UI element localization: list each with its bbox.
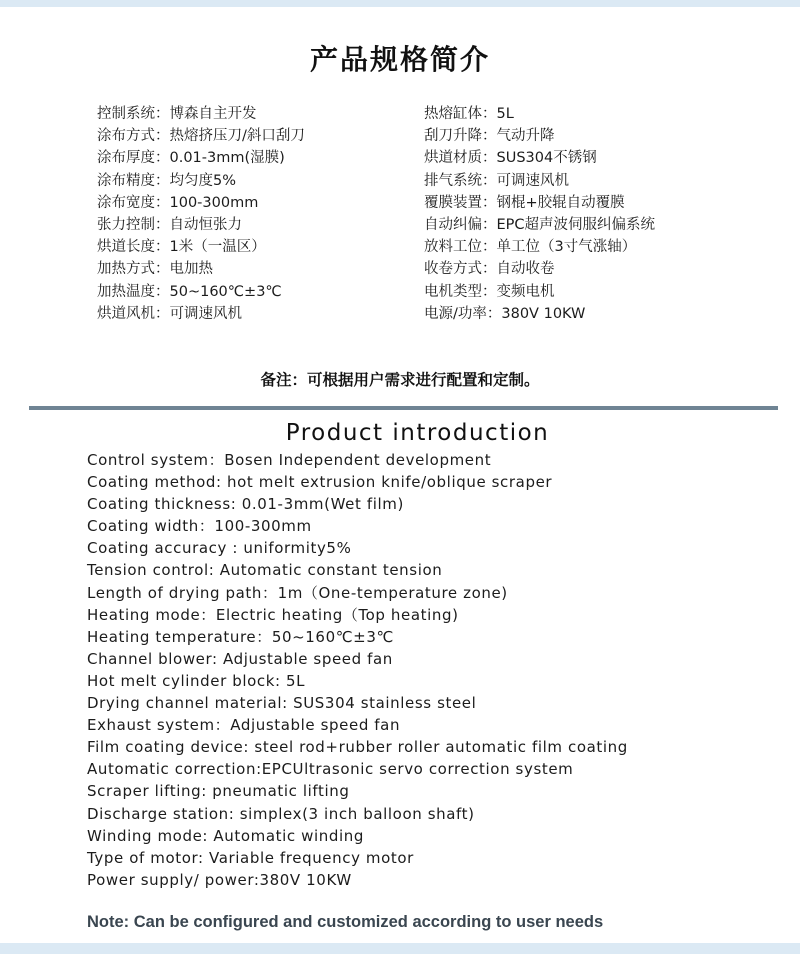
spec-item: Tension control: Automatic constant tension: [87, 561, 443, 580]
spec-item: Power supply/ power:380V 10KW: [87, 870, 352, 889]
chinese-specs-left: [97, 103, 305, 325]
spec-item: Coating method: hot melt extrusion knife/oblique scraper: [87, 473, 553, 492]
spec-item: 加热方式：电加热: [97, 261, 213, 278]
spec-item: Scraper lifting: pneumatic lifting: [87, 782, 350, 801]
spec-item: Automatic correction:EPCUltrasonic servo correction system: [87, 760, 574, 779]
bottom-band: [0, 943, 800, 954]
spec-item: 涂布精度：均匀度5%: [97, 172, 237, 189]
spec-item: 电源/功率：380V 10KW: [424, 305, 586, 322]
spec-item: Coating width：100-300mm: [87, 517, 312, 536]
spec-item: 排气系统：可调速风机: [424, 172, 569, 189]
chinese-specs-right: [424, 103, 655, 325]
spec-item: 放料工位：单工位（3寸气涨轴）: [424, 239, 637, 256]
spec-item: 收卷方式：自动收卷: [424, 261, 555, 278]
spec-item: Heating temperature：50~160℃±3℃: [87, 627, 394, 646]
spec-item: 自动纠偏：EPC超声波伺服纠偏系统: [424, 216, 656, 233]
spec-item: Film coating device: steel rod+rubber roller automatic film coating: [87, 738, 628, 757]
english-note: Note: Can be configured and customized according to user needs: [87, 913, 604, 931]
spec-item: 张力控制：自动恒张力: [97, 216, 242, 233]
spec-item: Channel blower: Adjustable speed fan: [87, 649, 393, 668]
spec-item: Exhaust system：Adjustable speed fan: [87, 716, 401, 735]
chinese-note: 备注：可根据用户需求进行配置和定制。: [260, 371, 540, 389]
spec-item: 刮刀升降：气动升降: [424, 128, 555, 145]
spec-item: 烘道风机：可调速风机: [97, 305, 242, 322]
spec-item: Winding mode: Automatic winding: [87, 826, 364, 845]
spec-item: 覆膜装置：钢棍+胶辊自动覆膜: [424, 194, 625, 211]
spec-item: Length of drying path：1m（One-temperature zone): [87, 583, 508, 602]
spec-item: 涂布厚度：0.01-3mm(湿膜): [97, 150, 285, 167]
top-band: [0, 0, 800, 7]
spec-item: 控制系统：博森自主开发: [97, 106, 257, 122]
english-title: Product introduction: [285, 420, 550, 446]
spec-item: 涂布方式：热熔挤压刀/斜口刮刀: [97, 128, 305, 145]
spec-item: 电机类型：变频电机: [424, 283, 555, 300]
spec-item: 加热温度：50~160℃±3℃: [97, 283, 282, 300]
section-divider: [29, 406, 778, 410]
english-specs: [87, 449, 628, 891]
spec-item: Coating accuracy : uniformity5%: [87, 539, 352, 558]
spec-item: Hot melt cylinder block: 5L: [87, 671, 306, 690]
spec-item: 烘道长度：1米（一温区）: [97, 239, 266, 256]
spec-item: 热熔缸体：5L: [424, 106, 514, 122]
spec-item: Discharge station: simplex(3 inch balloon shaft): [87, 804, 475, 823]
spec-item: Coating thickness: 0.01-3mm(Wet film): [87, 495, 404, 514]
spec-item: Heating mode：Electric heating（Top heating): [87, 605, 459, 624]
spec-item: Type of motor: Variable frequency motor: [87, 848, 414, 867]
chinese-title: 产品规格简介: [309, 43, 490, 76]
spec-item: Drying channel material: SUS304 stainless steel: [87, 694, 477, 713]
spec-item: Control system：Bosen Independent development: [87, 451, 492, 469]
spec-item: 涂布宽度：100-300mm: [97, 194, 259, 211]
spec-item: 烘道材质：SUS304不锈钢: [424, 150, 597, 167]
